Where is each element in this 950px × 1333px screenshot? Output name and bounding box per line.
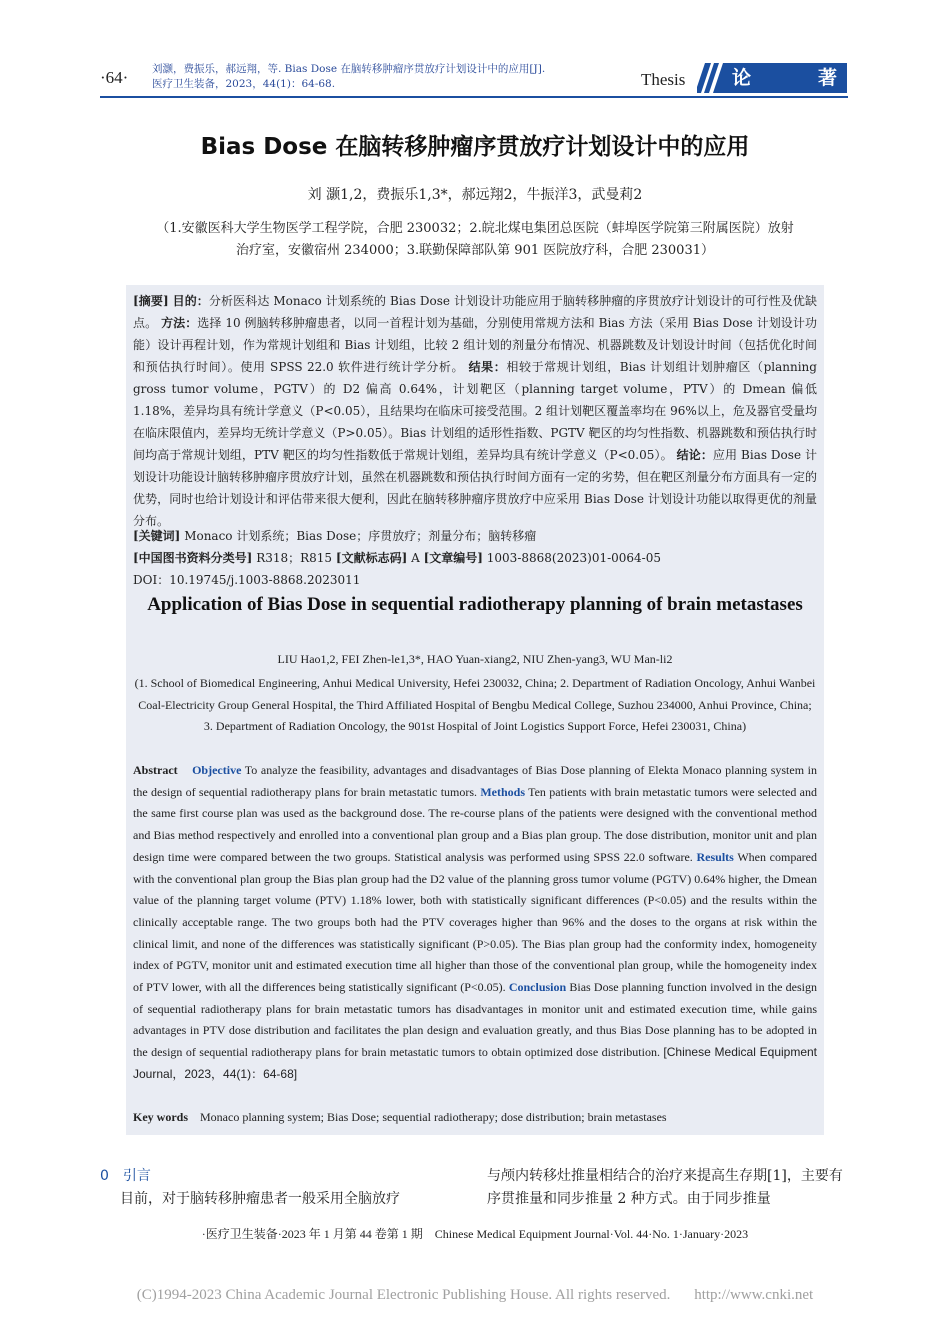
keywords-zh (133, 525, 823, 547)
clc-value: R318；R815 (256, 551, 333, 565)
keywords-zh-label: [关键词] (133, 529, 181, 543)
classification-line (133, 547, 823, 569)
methods-zh-label: 方法： (161, 316, 198, 330)
body-left-column: 目前，对于脑转移肿瘤患者一般采用全脑放疗 (120, 1191, 400, 1207)
abstract-en (133, 760, 817, 1086)
doc-code-label: [文献标志码] (335, 551, 408, 565)
results-en-label: Results (696, 849, 734, 864)
article-no-label: [文章编号] (423, 551, 483, 565)
methods-en-label: Methods (480, 784, 526, 799)
page-number: ·64· (100, 68, 129, 87)
citation-line-1: 刘灏，费振乐，郝远翔，等. Bias Dose 在脑转移肿瘤序贯放疗计划设计中的应用[J]. (152, 63, 546, 75)
cnki-link[interactable]: http://www.cnki.net (694, 1287, 814, 1303)
clc-label: [中国图书资料分类号] (133, 551, 253, 565)
keywords-en (133, 1110, 823, 1125)
citation (152, 62, 545, 92)
results-en: When compared with the conventional plan group the Bias plan group had the D2 value of the planning gross tumor volume (PGTV) 0.64% higher, the Dmean value of the planning target volume (PTV) 1.18% lower, both with statistically significant differences (P<0.05) and the results within the clinically acceptable range. The two groups both had the PTV coverages higher than 96% and the doses to the organs at risk within the clinical limit, and none of the differences was statistically significant (P>0.05). The Bias plan group had the conformity index, homogeneity index of PGTV, monitor unit and estimated execution time all higher than those of the conventional plan group, while the homogeneity index of PTV lower, with all the differences being statistically significant (P<0.05). (133, 849, 817, 995)
doi: DOI：10.19745/j.1003-8868.2023011 (133, 573, 361, 587)
title-zh: Bias Dose 在脑转移肿瘤序贯放疗计划设计中的应用 (200, 134, 750, 160)
conclusion-zh: 应用 Bias Dose 计划设计功能设计脑转移肿瘤序贯放疗计划，虽然在机器跳数和预估执行时间方面有一定的劣势，但在靶区剂量分布方面具有一定的优势，同时也给计划设计和评估带来很大便利，因此在脑转移肿瘤序贯放疗中应采用 Bias Dose 计划设计功能以取得更优的剂量分布。 (133, 448, 818, 528)
title-en: Application of Bias Dose in sequential radiotherapy planning of brain metastases (147, 594, 803, 615)
conclusion-zh-label: 结论： (676, 448, 713, 462)
section-heading-intro: 0 引言 (100, 1168, 151, 1184)
copyright-text: (C)1994-2023 China Academic Journal Electronic Publishing House. All rights reserved. (136, 1287, 671, 1303)
methods-en: Ten patients with brain metastatic tumors were selected and the same first course plan was used as the background dose. The re-course plans of the patients were designed with the conventional method and Bias method respectively and enrolled into a conventional plan group and a Bias plan group. The dose distribution, monitor unit and plan design time were compared between the two groups. Statistical analysis was performed using SPSS 22.0 software. (133, 784, 817, 864)
methods-zh: 选择 10 例脑转移肿瘤患者，以同一首程计划为基础，分别使用常规方法和 Bias 方法（采用 Bias Dose 计划设计功能）设计再程计划，作为常规计划组和 Bias 计划组，比较 2 组计划的剂量分布情况、机器跳数及计划设计时间（包括优化时间和预估执行时间）。使用 SPSS 22.0 软件进行统计学分析。 (133, 316, 817, 374)
citation-line-2: 医疗卫生装备，2023，44(1)：64-68. (152, 78, 336, 90)
objective-en-label: Objective (192, 763, 242, 777)
abstract-zh-label: [摘要] (133, 294, 169, 308)
conclusion-en: Bias Dose planning function involved in the design of sequential radiotherapy plans for brain metastatic tumors has disadvantages in monitor unit and estimated execution time, while gains advantages in PTV dose distribution and facilitates the plan design and evaluation greatly, and thus Bias Dose planning has to be adopted in the design of sequential radiotherapy plans for brain metastatic tumors to obtain optimized dose distribution. (133, 980, 817, 1060)
article-no-value: 1003-8868(2023)01-0064-05 (486, 551, 662, 565)
affiliations-en: (1. School of Biomedical Engineering, Anhui Medical University, Hefei 230032, China; 2. Department of Radiation Oncology, Anhui Wanbei Coal-Electricity Group General Hospital, the Third Affiliated Hospital of Bengbu Medical College, Suzhou 234000, Anhui Province, China; 3. Department of Radiation Oncology, the 901st Hospital of Joint Logistics Support Force, Hefei 230031, China) (134, 676, 816, 733)
doc-code-value: A (411, 551, 420, 565)
abstract-en-label: Abstract (133, 763, 178, 777)
abstract-zh (133, 290, 817, 532)
authors-zh: 刘 灏1,2，费振乐1,3*，郝远翔2，牛振洋3，武曼莉2 (307, 187, 643, 203)
keywords-en-label: Key words (133, 1110, 188, 1124)
section-label-zh-1: 论 (732, 67, 752, 89)
authors-en: LIU Hao1,2, FEI Zhen-le1,3*, HAO Yuan-xiang2, NIU Zhen-yang3, WU Man-li2 (277, 652, 673, 666)
keywords-zh-text: Monaco 计划系统；Bias Dose；序贯放疗；剂量分布；脑转移瘤 (184, 529, 537, 543)
copyright-line (0, 1287, 950, 1304)
section-label-en: Thesis (641, 70, 686, 89)
running-footer: ·医疗卫生装备·2023 年 1 月第 44 卷第 1 期 Chinese Medical Equipment Journal·Vol. 44·No. 1·January·2023 (201, 1227, 749, 1241)
body-right-column: 与颅内转移灶推量相结合的治疗来提高生存期[1]，主要有序贯推量和同步推量 2 种方式。由于同步推量 (487, 1168, 843, 1207)
objective-zh: 分析医科达 Monaco 计划系统的 Bias Dose 计划设计功能应用于脑转移肿瘤的序贯放疗计划设计的可行性及优缺点。 (133, 294, 817, 330)
section-label-zh-2: 著 (818, 67, 838, 89)
objective-zh-label: 目的： (172, 294, 209, 308)
journal-citation-en: [Chinese Medical Equipment Journal，2023，44(1)：64-68] (133, 1045, 818, 1081)
objective-en: To analyze the feasibility, advantages and disadvantages of Bias Dose planning of Elekta Monaco planning system in the design of sequential radiotherapy plans for brain metastatic tumors. (133, 763, 817, 799)
header-rule (100, 96, 848, 98)
results-zh-label: 结果： (468, 360, 507, 374)
keywords-en-text: Monaco planning system; Bias Dose; sequential radiotherapy; dose distribution; brain metastases (200, 1110, 667, 1124)
affiliations-zh: （1.安徽医科大学生物医学工程学院，合肥 230032；2.皖北煤电集团总医院（蚌埠医学院第三附属医院）放射治疗室，安徽宿州 234000；3.联勤保障部队第 901 医院放疗科，合肥 230031） (156, 221, 794, 258)
conclusion-en-label: Conclusion (508, 980, 567, 995)
results-zh: 相较于常规计划组，Bias 计划组计划肿瘤区（planning gross tumor volume，PGTV）的 D2 偏高 0.64%，计划靶区（planning target volume，PTV）的 Dmean 偏低 1.18%，差异均具有统计学意义（P<0.05），且结果均在临床可接受范围。2 组计划靶区覆盖率均在 96%以上，危及器官受量均在临床限值内，差异均无统计学意义（P>0.05）。Bias 计划组的适形性指数、PGTV 靶区的均匀性指数、机器跳数和预估执行时间均高于常规计划组，PTV 靶区的均匀性指数低于常规计划组，差异均具有统计学意义（P<0.05）。 (133, 360, 817, 462)
